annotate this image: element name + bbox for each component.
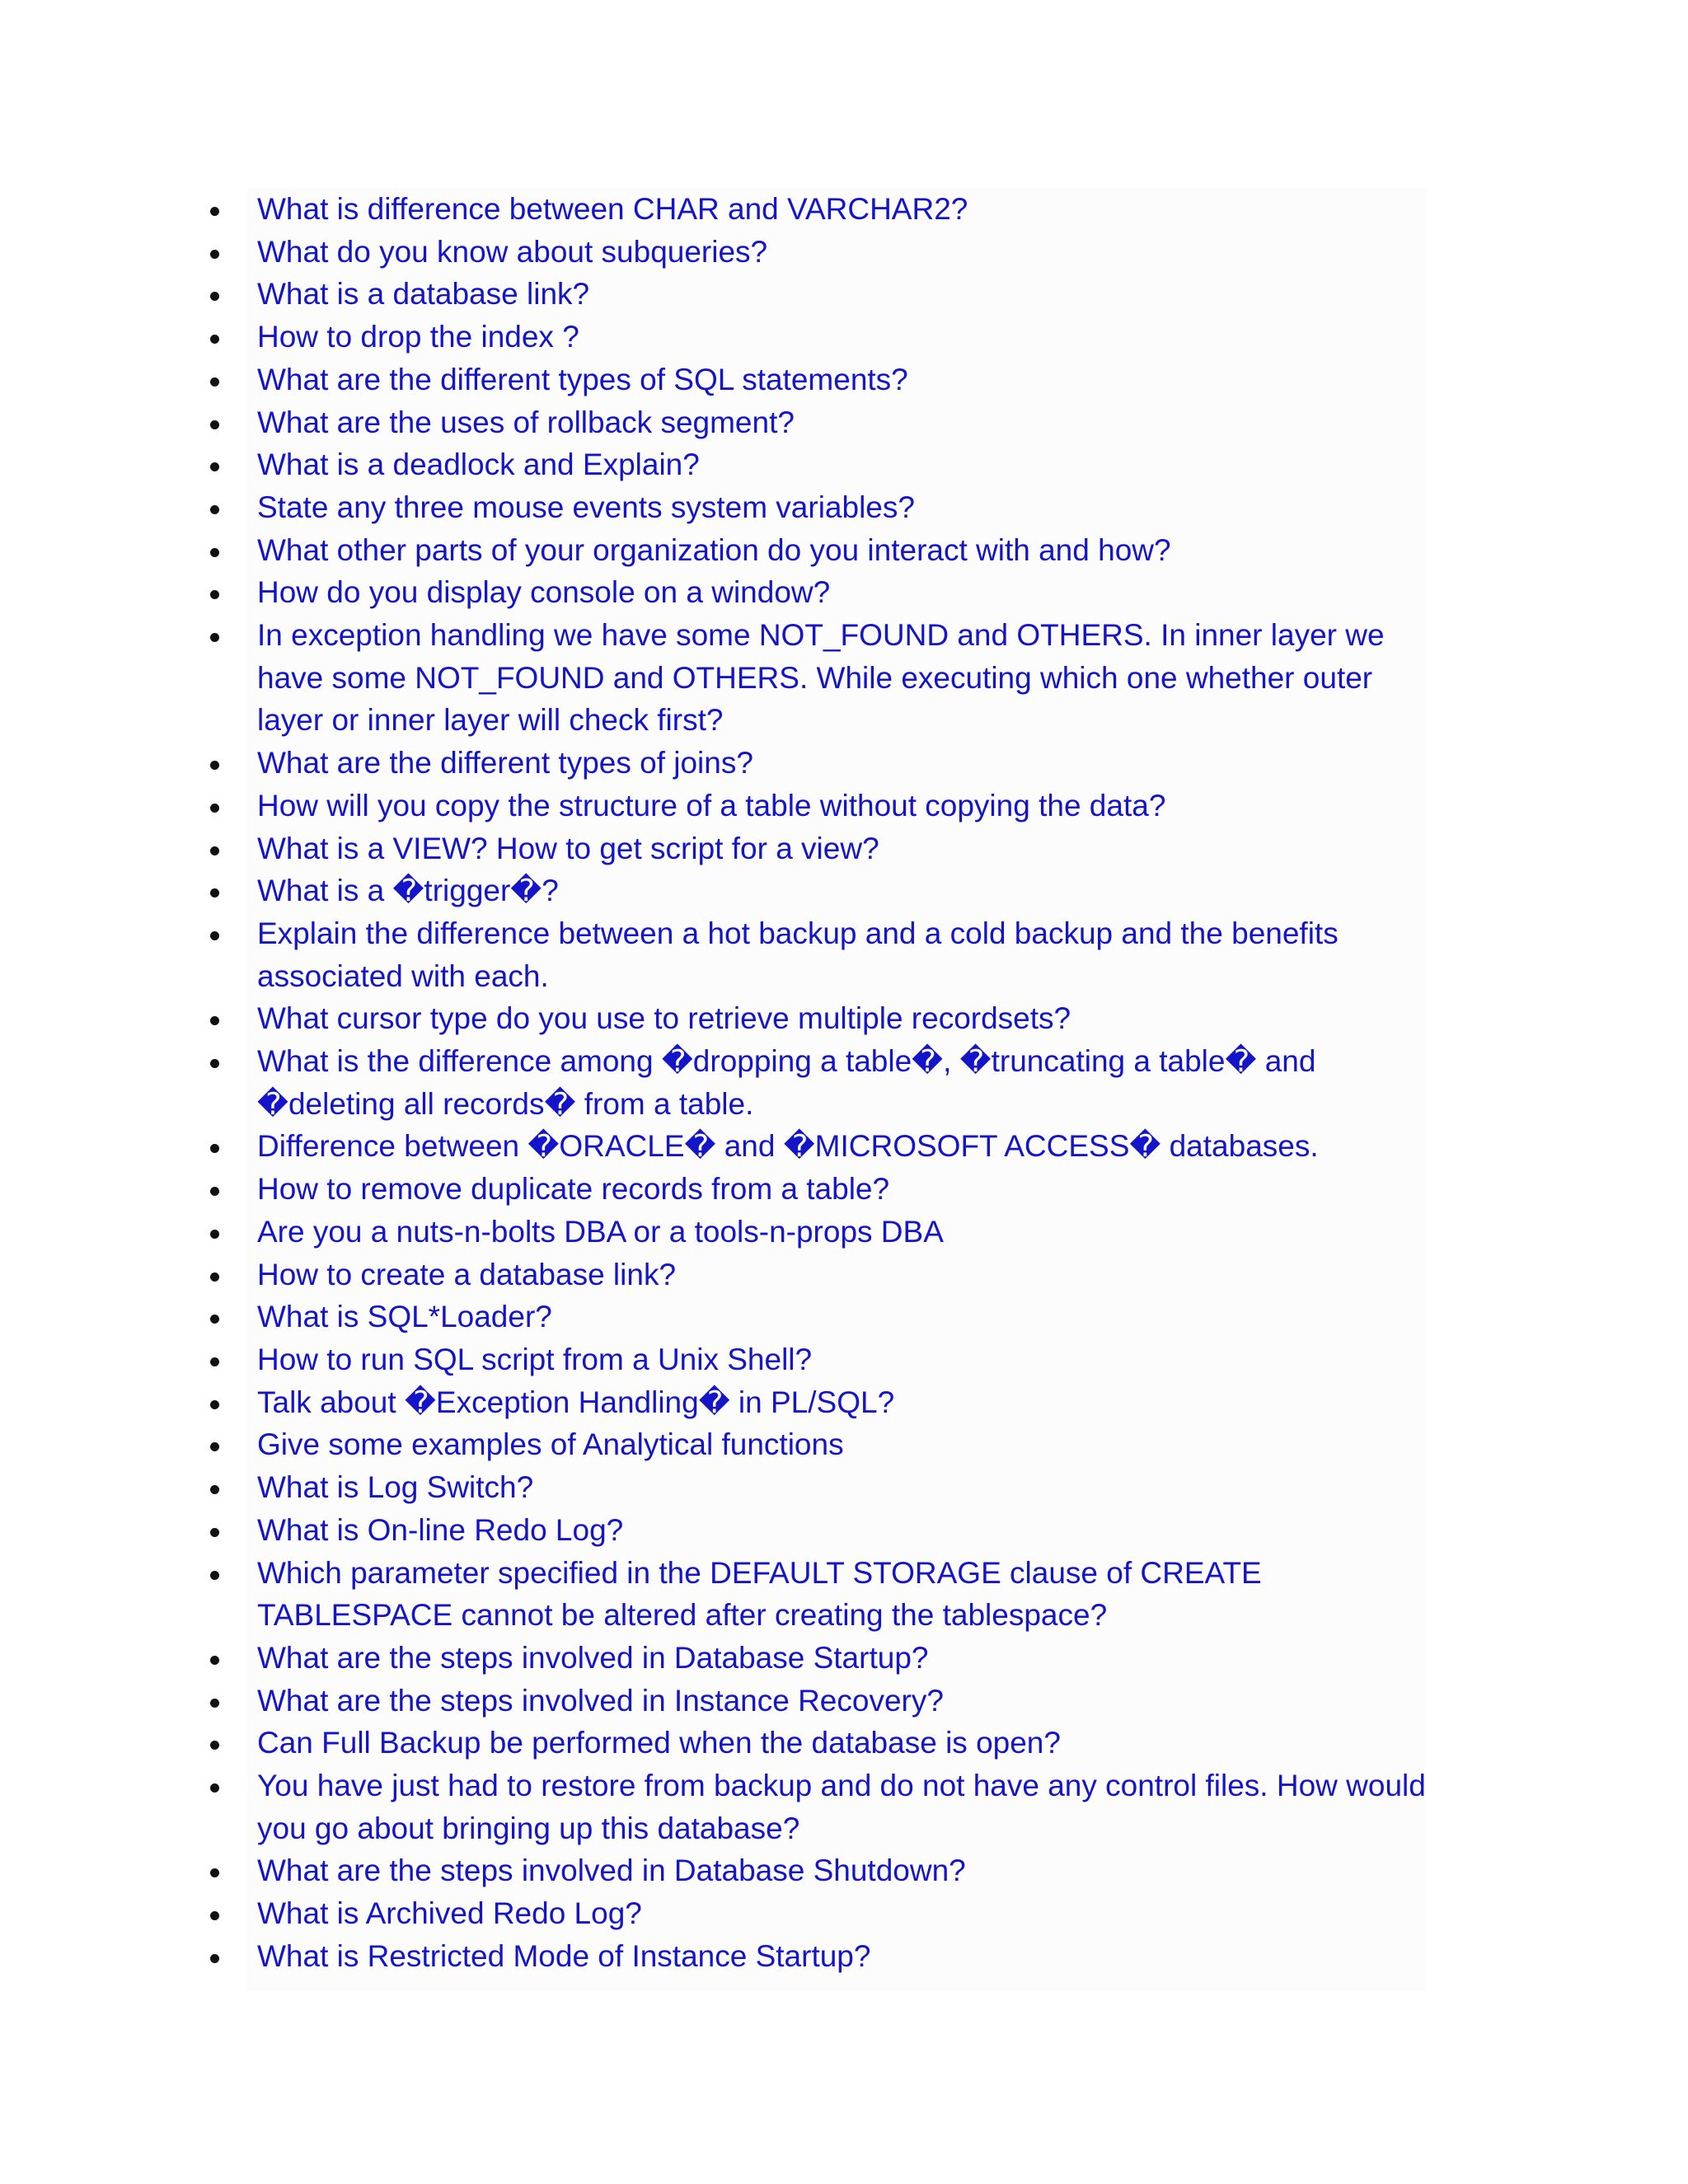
bullet-icon	[210, 1016, 219, 1025]
question-item	[210, 316, 1426, 359]
question-item	[210, 1637, 1426, 1680]
bullet-icon	[210, 1954, 219, 1963]
question-item	[210, 827, 1426, 870]
question-link[interactable]: What cursor type do you use to retrieve multiple recordsets?	[257, 1001, 1071, 1036]
question-item	[210, 1125, 1426, 1168]
question-item	[210, 1509, 1426, 1552]
question-item	[210, 188, 1426, 231]
question-link[interactable]: What is difference between CHAR and VARCHAR2?	[257, 192, 968, 226]
bullet-icon	[210, 1783, 219, 1793]
bullet-icon	[210, 335, 219, 344]
question-link[interactable]: Are you a nuts-n-bolts DBA or a tools-n-props DBA	[257, 1214, 944, 1249]
bullet-icon	[210, 1571, 219, 1580]
question-item	[210, 1211, 1426, 1254]
question-item	[210, 742, 1426, 785]
question-link[interactable]: What is a �trigger�?	[257, 874, 559, 908]
bullet-icon	[210, 1485, 219, 1494]
bullet-icon	[210, 1144, 219, 1153]
question-list	[210, 188, 1426, 1978]
bullet-icon	[210, 462, 219, 471]
question-item	[210, 785, 1426, 827]
bullet-icon	[210, 761, 219, 770]
question-item	[210, 1423, 1426, 1466]
question-item	[210, 486, 1426, 529]
question-item	[210, 1680, 1426, 1722]
question-link[interactable]: What is a deadlock and Explain?	[257, 448, 700, 482]
question-item	[210, 1722, 1426, 1765]
question-item	[210, 401, 1426, 444]
question-item	[210, 529, 1426, 572]
question-link[interactable]: What is a VIEW? How to get script for a view?	[257, 831, 879, 865]
question-link[interactable]: State any three mouse events system variables?	[257, 490, 915, 524]
bullet-icon	[210, 377, 219, 387]
question-item	[210, 273, 1426, 316]
question-link[interactable]: How to run SQL script from a Unix Shell?	[257, 1342, 813, 1376]
question-item	[210, 443, 1426, 486]
bullet-icon	[210, 846, 219, 855]
bullet-icon	[210, 1741, 219, 1750]
question-item	[210, 1466, 1426, 1509]
bullet-icon	[210, 292, 219, 301]
question-link[interactable]: What is a database link?	[257, 277, 590, 312]
question-link[interactable]: Give some examples of Analytical functions	[257, 1427, 844, 1462]
bullet-icon	[210, 590, 219, 599]
question-link[interactable]: How to create a database link?	[257, 1257, 677, 1291]
question-link[interactable]: What are the different types of SQL statements?	[257, 362, 908, 396]
question-item	[210, 1765, 1426, 1849]
question-link[interactable]: What is Log Switch?	[257, 1470, 534, 1505]
question-link[interactable]: In exception handling we have some NOT_FOUND and OTHERS. In inner layer we have some NOT_FOUND and OTHERS. While executing which one whether outer layer or inner layer will check first?	[257, 618, 1385, 738]
bullet-icon	[210, 1442, 219, 1451]
question-link[interactable]: What are the steps involved in Database Shutdown?	[257, 1854, 966, 1888]
question-item	[210, 1296, 1426, 1338]
question-item	[210, 1338, 1426, 1381]
question-item	[210, 359, 1426, 401]
question-link[interactable]: How will you copy the structure of a table without copying the data?	[257, 788, 1166, 823]
question-link[interactable]: What are the steps involved in Database Startup?	[257, 1640, 929, 1675]
bullet-icon	[210, 1656, 219, 1665]
bullet-icon	[210, 420, 219, 429]
question-link[interactable]: How to drop the index ?	[257, 320, 579, 354]
question-item	[210, 231, 1426, 274]
question-link[interactable]: You have just had to restore from backup and do not have any control files. How would you go about bringing up this database?	[257, 1769, 1426, 1845]
bullet-icon	[210, 207, 219, 216]
question-item	[210, 912, 1426, 997]
question-link[interactable]: What other parts of your organization do you interact with and how?	[257, 532, 1171, 567]
bullet-icon	[210, 505, 219, 514]
question-item	[210, 614, 1426, 742]
bullet-icon	[210, 1315, 219, 1324]
bullet-icon	[210, 1357, 219, 1366]
question-link[interactable]: Can Full Backup be performed when the database is open?	[257, 1726, 1061, 1760]
question-item	[210, 1168, 1426, 1211]
bullet-icon	[210, 888, 219, 898]
bullet-icon	[210, 804, 219, 813]
question-link[interactable]: What is the difference among �dropping a table�, �truncating a table� and �deleting all records� from a table.	[257, 1044, 1316, 1121]
question-link[interactable]: What are the steps involved in Instance Recovery?	[257, 1683, 944, 1718]
bullet-icon	[210, 1911, 219, 1920]
question-link[interactable]: What is SQL*Loader?	[257, 1300, 552, 1334]
question-item	[210, 571, 1426, 614]
bullet-icon	[210, 1059, 219, 1068]
bullet-icon	[210, 548, 219, 557]
bullet-icon	[210, 1528, 219, 1537]
bullet-icon	[210, 931, 219, 940]
bullet-icon	[210, 1272, 219, 1282]
question-item	[210, 869, 1426, 912]
bullet-icon	[210, 1187, 219, 1196]
question-item	[210, 1381, 1426, 1424]
question-link[interactable]: How to remove duplicate records from a table?	[257, 1172, 890, 1207]
bullet-icon	[210, 1230, 219, 1239]
question-link[interactable]: What is Restricted Mode of Instance Startup?	[257, 1938, 871, 1973]
bullet-icon	[210, 1699, 219, 1708]
question-item	[210, 1552, 1426, 1637]
question-item	[210, 1254, 1426, 1296]
question-link[interactable]: Difference between �ORACLE� and �MICROSOFT ACCESS� databases.	[257, 1129, 1319, 1164]
question-item	[210, 1040, 1426, 1125]
bullet-icon	[210, 250, 219, 259]
question-item	[210, 1935, 1426, 1978]
bullet-icon	[210, 633, 219, 642]
question-item	[210, 997, 1426, 1040]
question-link[interactable]: Explain the difference between a hot backup and a cold backup and the benefits associated with each.	[257, 916, 1339, 993]
question-link[interactable]: What are the uses of rollback segment?	[257, 405, 795, 439]
question-link[interactable]: Talk about �Exception Handling� in PL/SQL?	[257, 1385, 895, 1419]
question-link[interactable]: What do you know about subqueries?	[257, 234, 768, 269]
question-link[interactable]: Which parameter specified in the DEFAULT STORAGE clause of CREATE TABLESPACE cannot be altered after creating the tablespace?	[257, 1555, 1262, 1633]
question-link[interactable]: What are the different types of joins?	[257, 746, 753, 780]
question-link[interactable]: What is On-line Redo Log?	[257, 1512, 624, 1547]
bullet-icon	[210, 1868, 219, 1877]
question-item	[210, 1849, 1426, 1892]
question-link[interactable]: How do you display console on a window?	[257, 575, 831, 610]
question-link[interactable]: What is Archived Redo Log?	[257, 1896, 642, 1931]
bullet-icon	[210, 1400, 219, 1409]
question-item	[210, 1892, 1426, 1935]
